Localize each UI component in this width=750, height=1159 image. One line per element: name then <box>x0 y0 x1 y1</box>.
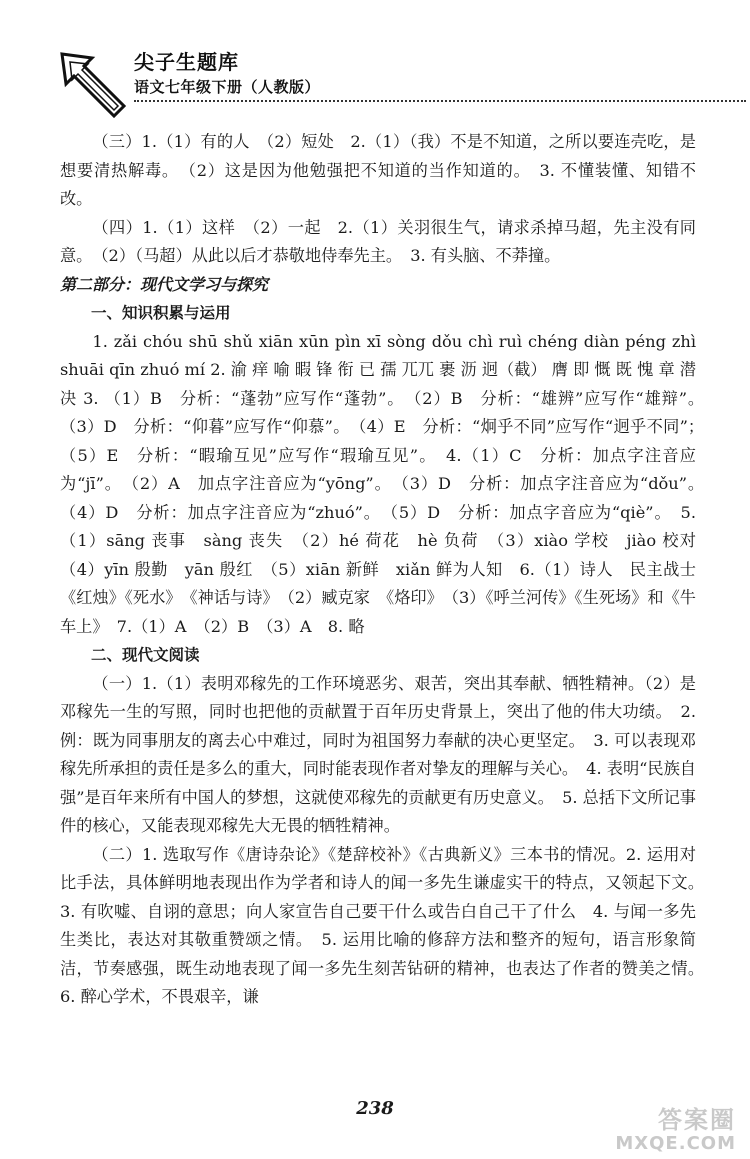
page-number: 238 <box>356 1098 394 1119</box>
watermark-en: MXQE.COM <box>615 1133 736 1154</box>
arrow-logo-icon <box>58 50 130 120</box>
answer-paragraph-san: （三）1.（1）有的人 （2）短处 2.（1）（我）不是不知道，之所以要连壳吃，是想要清热解毒。 （2）这是因为他勉强把不知道的当作知道的。 3. 不懂装懂、知错不改。 <box>60 132 696 208</box>
book-brand-title: 尖子生题库 <box>134 50 239 74</box>
header-dotted-divider <box>134 100 746 102</box>
subsection-title-knowledge: 一、知识积累与运用 <box>91 304 231 322</box>
answer-paragraph-reading-2: （二）1. 选取写作《唐诗杂论》《楚辞校补》《古典新义》三本书的情况。2. 运用对比手法，具体鲜明地表现出作为学者和诗人的闻一多先生谦虚实干的特点，又领起下文。 3. 有吹嘘、自诩的意思；向人家宣告自己要干什么或告白自己干了什么 4. 与闻一多先生类比，表达对其敬重赞颂之情。 5. 运用比喻的修辞方法和整齐的短句，语言形象简洁，节奏感强，既生动地表现了闻一多先生刻苦钻研的精神，也表达了作者的赞美之情。 6. 醉心学术，不畏艰辛，谦 <box>60 844 713 1006</box>
page-header <box>58 40 698 110</box>
site-watermark <box>615 1108 736 1156</box>
subsection-title-reading: 二、现代文阅读 <box>91 646 200 664</box>
watermark-cn: 答案圈 <box>658 1106 736 1134</box>
answer-paragraph-si: （四）1.（1）这样 （2）一起 2.（1）关羽很生气，请求杀掉马超，先主没有同意。 （2）（马超）从此以后才恭敬地侍奉先主。 3. 有头脑、不莽撞。 <box>60 217 696 265</box>
answer-content <box>60 128 713 1012</box>
answer-paragraph-knowledge: 1. zǎi chóu shū shǔ xiān xūn pìn xī sòng dǒu chì ruì chéng diàn péng zhì shuāi qīn zhuó mí 2. 渝 痒 喻 暇 锋 衔 已 孺 兀兀 裹 沥 迥（截） 膺 即 慨 既 愧 章 潜 决 3. （1）B 分析：“蓬勃”应写作“蓬勃”。 （2）B 分析：“雄辨”应写作“雄辩”。 （3）D 分析：“仰暮”应写作“仰慕”。 （4）E 分析：“炯乎不同”应写作“迥乎不同”； （5）E 分析：“暇瑜互见”应写作“瑕瑜互见”。 4.（1）C 分析：加点字注音应为“jī”。 （2）A 加点字注音应为“yōng”。 （3）D 分析：加点字注音应为“dǒu”。 （4）D 分析：加点字注音应为“zhuó”。 （5）D 分析：加点字音应为“qiè”。 5.（1）sāng 丧事 sàng 丧失 （2）hé 荷花 hè 负荷 （3）xiào 学校 jiào 校对 （4）yīn 殷勤 yān 殷红 （5）xiān 新鲜 xiǎn 鲜为人知 6.（1）诗人 民主战士《红烛》《死水》 《神话与诗》 （2）臧克家 《烙印》 （3）《呼兰河传》《生死场》和《牛车上》 7.（1）A （2）B （3）A 8. 略 <box>60 331 713 636</box>
book-subtitle: 语文七年级下册（人教版） <box>134 78 321 96</box>
section-title-part2: 第二部分：现代文学习与探究 <box>60 274 269 294</box>
answer-paragraph-reading-1: （一）1.（1）表明邓稼先的工作环境恶劣、艰苦，突出其奉献、牺牲精神。（2）是邓稼先一生的写照，同时也把他的贡献置于百年历史背景上，突出了他的伟大功绩。 2. 例：既为同事朋友的离去心中难过，同时为祖国努力奉献的决心更坚定。 3. 可以表现邓稼先所承担的责任是多么的重大，同时能表现作者对挚友的理解与关心。 4. 表明“民族自强”是百年来所有中国人的梦想，这就使邓稼先的贡献更有历史意义。 5. 总括下文所记事件的核心，又能表现邓稼先大无畏的牺牲精神。 <box>60 673 696 835</box>
